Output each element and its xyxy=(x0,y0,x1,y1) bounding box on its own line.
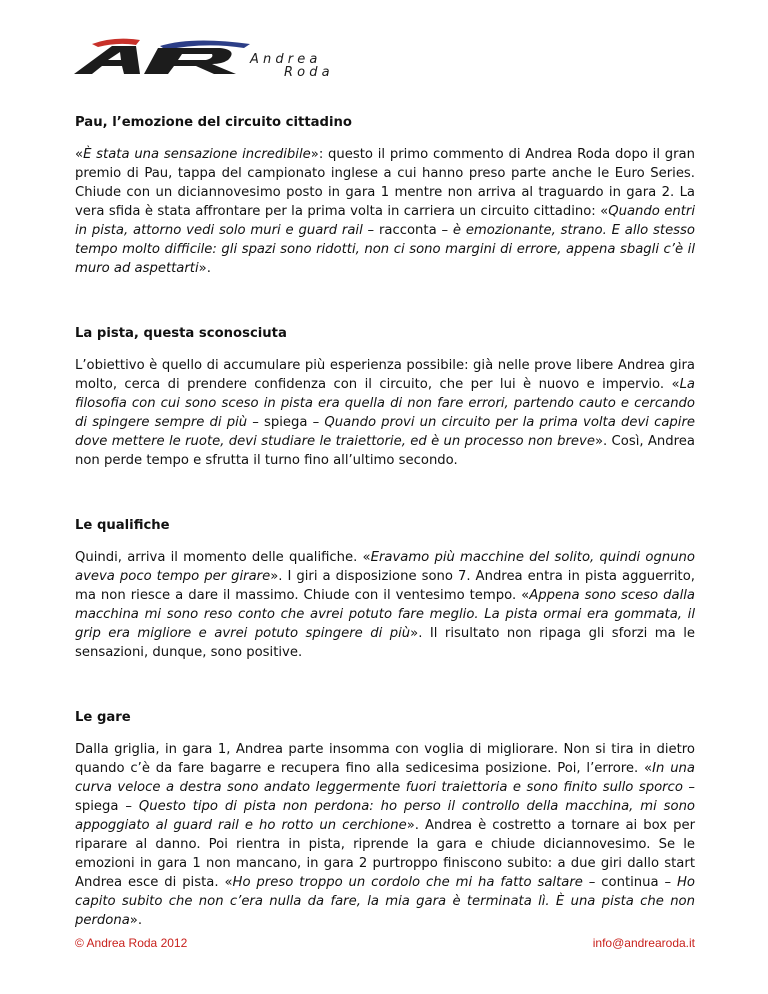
section-paragraph xyxy=(75,145,695,278)
logo-letter-r xyxy=(144,48,236,74)
quote-run: Ho capito subito che non c’era nulla da fare, la mia gara è terminata lì. È una pista che non perdona xyxy=(75,875,695,928)
section-qualifiche xyxy=(75,518,695,662)
quote-run: Questo tipo di pista non perdona: ho perso il controllo della macchina, mi sono appoggiato al guard rail e ho rotto un cerchione xyxy=(75,799,695,833)
quote-run: è emozionante, strano. E allo stesso tempo molto difficile: gli spazi sono ridotti, non ci sono margini di errore, appena sbagli c’è il muro ad aspettarti xyxy=(75,223,695,276)
logo-name-bottom: R o d a xyxy=(284,65,330,80)
text-run: – spiega – xyxy=(247,415,325,430)
text-run: Dalla griglia, in gara 1, Andrea parte insomma con voglia di migliorare. Non si tira in dietro quando c’è da fare bagarre e recupera fino alla sedicesima posizione. Poi, l’errore. « xyxy=(75,742,695,776)
text-run: ». Andrea è costretto a tornare ai box per riparare al danno. Poi rientra in pista, riprende la gara e chiude diciannovesimo. Se le emozioni in gara 1 non mancano, in gara 2 purtroppo finiscono subito: a due giri dallo start Andrea esce di pista. « xyxy=(75,818,695,890)
section-title: La pista, questa sconosciuta xyxy=(75,326,287,341)
andrea-roda-logo xyxy=(74,36,384,80)
quote-run: Eravamo più macchine del solito, quindi ognuno aveva poco tempo per girare xyxy=(75,550,695,584)
logo-letter-a xyxy=(74,46,140,74)
text-run: ». I giri a disposizione sono 7. Andrea entra in pista agguerrito, ma non riesce a dare il massimo. Chiude con il ventesimo tempo. « xyxy=(75,569,695,603)
section-paragraph xyxy=(75,356,695,470)
footer-copyright: © Andrea Roda 2012 xyxy=(75,936,188,950)
text-run: ». xyxy=(198,261,211,276)
article xyxy=(75,115,695,930)
section-title: Pau, l’emozione del circuito cittadino xyxy=(75,115,352,130)
section-paragraph xyxy=(75,740,695,930)
quote-run: È stata una sensazione incredibile xyxy=(83,147,311,162)
quote-run: In una curva veloce a destra sono andato leggermente fuori traiettoria e sono finito sullo sporco xyxy=(75,761,695,795)
text-run: »: questo il primo commento di Andrea Roda dopo il gran premio di Pau, tappa del campionato inglese a cui hanno preso parte anche le Euro Series. Chiude con un diciannovesimo posto in gara 1 mentre non arriva al traguardo in gara 2. La vera sfida è stata affrontare per la prima volta in carriera un circuito cittadino: « xyxy=(75,147,695,219)
text-run: – continua – xyxy=(582,875,677,890)
footer-email: info@andrearoda.it xyxy=(592,936,695,950)
section-pau xyxy=(75,115,695,278)
text-run: « xyxy=(75,147,84,162)
text-run: ». xyxy=(129,913,143,928)
quote-run: Ho preso troppo un cordolo che mi ha fatto saltare xyxy=(232,875,583,890)
section-title: Le gare xyxy=(75,710,131,725)
section-pista xyxy=(75,326,695,470)
logo-red-swoosh xyxy=(92,39,140,47)
text-run: – racconta – xyxy=(362,223,453,238)
quote-run: La filosofia con cui sono sceso in pista era quella di non fare errori, partendo cauto e cercando di spingere sempre di più xyxy=(75,377,695,430)
section-paragraph xyxy=(75,548,695,662)
text-run: L’obiettivo è quello di accumulare più esperienza possibile: già nelle prove libere Andrea gira molto, cerca di prendere confidenza con il circuito, che per lui è nuovo e impervio. « xyxy=(75,358,695,392)
quote-run: Quando entri in pista, attorno vedi solo muri e guard rail xyxy=(75,204,695,238)
text-run: ». Così, Andrea non perde tempo e sfrutta il turno fino all’ultimo secondo. xyxy=(75,434,695,468)
text-run: ». Il risultato non ripaga gli sforzi ma le sensazioni, dunque, sono positive. xyxy=(75,626,695,660)
text-run: – spiega – xyxy=(75,780,695,814)
section-title: Le qualifiche xyxy=(75,518,170,533)
section-gare xyxy=(75,710,695,930)
quote-run: Quando provi un circuito per la prima volta devi capire dove mettere le ruote, devi studiare le traiettorie, ed è un processo non breve xyxy=(75,415,695,449)
quote-run: Appena sono sceso dalla macchina mi sono reso conto che avrei potuto fare meglio. La pista ormai era gommata, il grip era migliore e avrei potuto spingere di più xyxy=(75,588,695,641)
page-footer xyxy=(75,936,695,950)
logo-name-top: A n d r e a xyxy=(250,52,318,67)
text-run: Quindi, arriva il momento delle qualifiche. « xyxy=(75,550,371,565)
